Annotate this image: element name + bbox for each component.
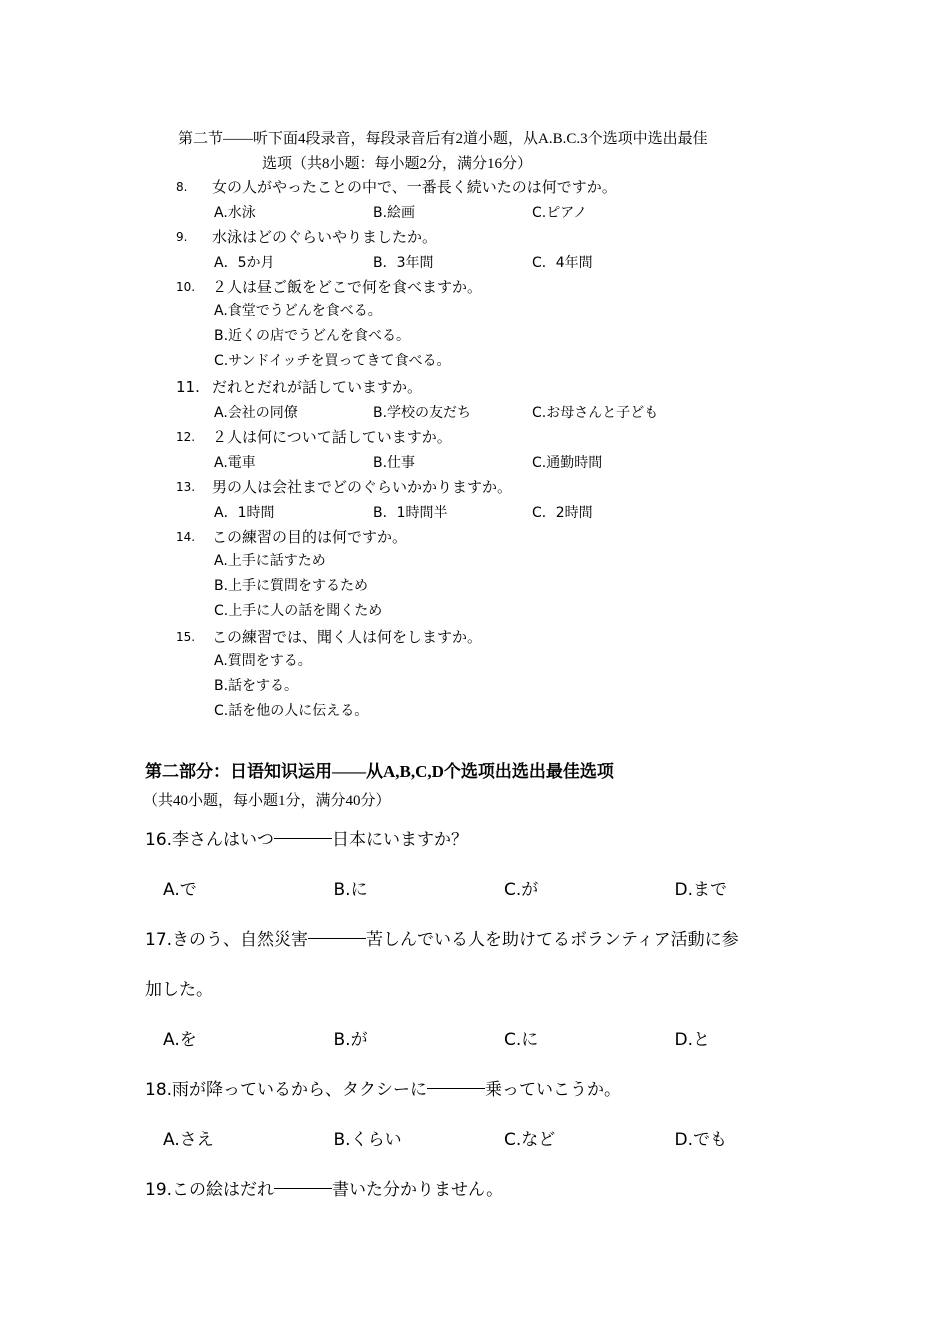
question-text-before: 17.きのう、自然災害 [145, 930, 309, 950]
question-8 [176, 174, 826, 199]
part-two [145, 757, 845, 1215]
question-text: 女の人がやったことの中で、一番長く続いたのは何ですか。 [212, 178, 617, 196]
option-c: C.ピアノ [532, 204, 588, 221]
question-number: 13. [176, 479, 196, 494]
answer-blank [427, 1087, 485, 1089]
option-b: B.に [333, 880, 368, 900]
question-11 [176, 374, 826, 399]
listening-questions [176, 174, 826, 724]
option-d: D.まで [674, 880, 727, 900]
option-c: C.に [504, 1030, 539, 1050]
option-c: C．4年間 [532, 254, 593, 271]
question-text: だれとだれが話していますか。 [212, 378, 423, 396]
options-row [176, 449, 826, 474]
question-number: 10. [176, 279, 196, 294]
option-b: B.が [333, 1030, 368, 1050]
option-c: C.通勤時間 [532, 454, 603, 471]
option-c: C.お母さんと子ども [532, 404, 659, 421]
question-text: ２人は昼ご飯をどこで何を食べますか。 [212, 278, 483, 296]
option-b: B．1時間半 [373, 504, 448, 521]
question-text-after: 書いた分かりません。 [332, 1180, 504, 1200]
option-c: C.が [504, 880, 539, 900]
section-heading-line1: 第二节——听下面4段录音，每段录音后有2道小题，从A.B.C.3个选项中选出最佳 [178, 131, 708, 147]
answer-blank [274, 1187, 332, 1189]
question-text-before: 16.李さんはいつ [145, 830, 275, 850]
question-14 [176, 524, 826, 549]
option-c: C.話を他の人に伝える。 [214, 703, 369, 719]
option-b: B.近くの店でうどんを食べる。 [214, 328, 411, 344]
options-row [176, 199, 826, 224]
option-a: A.食堂でうどんを食べる。 [214, 303, 382, 319]
question-number: 8. [176, 179, 188, 194]
question-text-after: 乗っていこうか。 [485, 1080, 622, 1100]
option-a: A.上手に話すため [214, 553, 326, 569]
answer-blank [274, 837, 332, 839]
question-18 [145, 1065, 845, 1115]
option-a: A.質問をする。 [214, 653, 312, 669]
option-c: C.など [504, 1130, 556, 1150]
option-a: A.さえ [163, 1130, 214, 1150]
question-10 [176, 274, 826, 299]
options-row [176, 499, 826, 524]
section-heading [178, 127, 828, 177]
question-number: 12. [176, 429, 196, 444]
option-a: A.を [163, 1030, 197, 1050]
question-17-continuation: 加した。 [145, 980, 213, 1000]
option-a: A.水泳 [214, 204, 256, 221]
question-16 [145, 815, 845, 865]
question-text: この練習の目的は何ですか。 [212, 528, 408, 546]
option-a: A．5か月 [214, 254, 275, 271]
question-number: 11. [176, 377, 200, 396]
options-row [145, 865, 845, 915]
question-number: 15. [176, 629, 196, 644]
question-text: 水泳はどのぐらいやりましたか。 [212, 228, 438, 246]
option-b: B.仕事 [373, 454, 416, 471]
options-row [145, 1015, 845, 1065]
question-text-before: 19.この絵はだれ [145, 1180, 275, 1200]
question-number: 9. [176, 229, 188, 244]
question-12 [176, 424, 826, 449]
part-two-title: 第二部分：日语知识运用——从A,B,C,D个选项出选出最佳选项 [145, 762, 614, 781]
option-a: A.会社の同僚 [214, 404, 298, 421]
option-d: D.と [674, 1030, 710, 1050]
options-row [176, 399, 826, 424]
question-19 [145, 1165, 845, 1215]
option-b: B.上手に質問をするため [214, 578, 369, 594]
section-heading-line2: 选项（共8小题：每小题2分，满分16分） [262, 156, 533, 172]
options-row [176, 249, 826, 274]
option-b: B.学校の友だち [373, 404, 472, 421]
answer-blank [308, 937, 366, 939]
option-d: D.でも [674, 1130, 727, 1150]
question-text: ２人は何について話していますか。 [212, 428, 452, 446]
question-text: 男の人は会社までどのぐらいかかりますか。 [212, 478, 513, 496]
option-a: A．1時間 [214, 504, 275, 521]
option-a: A.電車 [214, 454, 256, 471]
options-row [145, 1115, 845, 1165]
question-number: 14. [176, 529, 196, 544]
question-13 [176, 474, 826, 499]
part-two-subtitle: （共40小题，每小题1分，满分40分） [143, 793, 391, 809]
question-17 [145, 915, 845, 965]
option-c: C.上手に人の話を聞くため [214, 603, 383, 619]
question-text-after: 苦しんでいる人を助けてるボランティア活動に参 [366, 930, 739, 950]
option-c: C．2時間 [532, 504, 593, 521]
question-text-before: 18.雨が降っているから、タクシーに [145, 1080, 428, 1100]
option-b: B.話をする。 [214, 678, 299, 694]
option-b: B.絵画 [373, 204, 416, 221]
option-b: B.くらい [333, 1130, 402, 1150]
question-9 [176, 224, 826, 249]
question-text: この練習では、聞く人は何をしますか。 [212, 628, 483, 646]
option-a: A.で [163, 880, 197, 900]
question-15 [176, 624, 826, 649]
option-b: B．3年間 [373, 254, 434, 271]
option-c: C.サンドイッチを買ってきて食べる。 [214, 353, 451, 369]
question-text-after: 日本にいますか？ [332, 830, 469, 850]
